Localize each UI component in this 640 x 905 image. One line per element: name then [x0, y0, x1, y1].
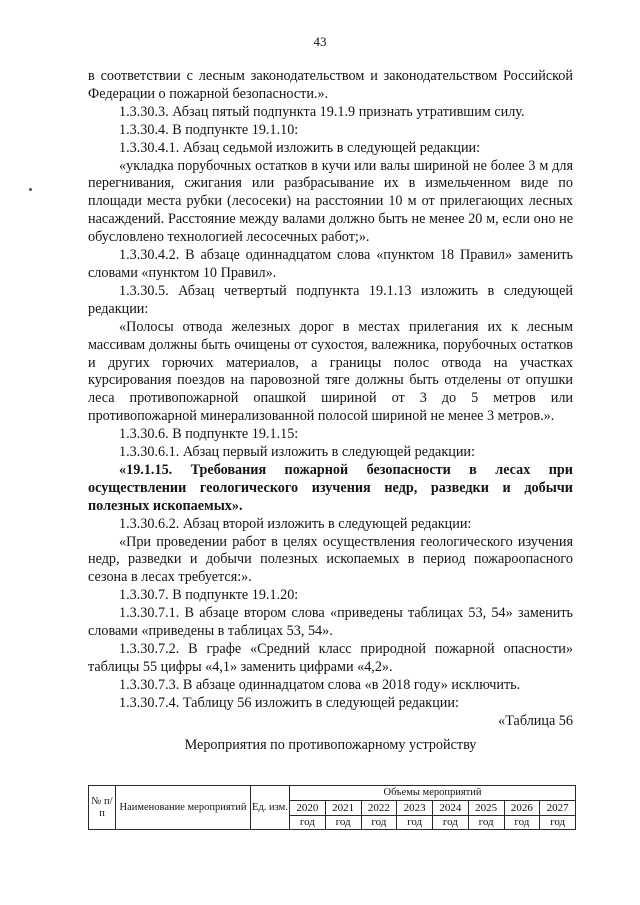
paragraph: 1.3.30.6. В подпункте 19.1.15: [119, 426, 299, 443]
year-cell: 2023 год [397, 801, 433, 830]
paragraph: 1.3.30.6.1. Абзац первый изложить в следующей редакции: [119, 444, 475, 461]
paragraph: 1.3.30.7. В подпункте 19.1.20: [119, 587, 299, 604]
document-body [88, 68, 573, 754]
paragraph: 1.3.30.3. Абзац пятый подпункта 19.1.9 признать утратившим силу. [119, 103, 525, 120]
paragraph: «укладка порубочных остатков в кучи или валы шириной не более 3 м для перегнивания, сжигания или разбрасывание их в измельченном виде по площади места рубки (лесосеки) на расстоянии 10 м от прилегающих лесных насаждений. Расстояние между валами должно быть не менее 20 м, если оно не обусловлено технологией лесосечных работ;». [88, 157, 573, 246]
year-cell: 2020 год [290, 801, 326, 830]
table-label: «Таблица 56 [498, 712, 573, 729]
paragraph: в соответствии с лесным законодательством и законодательством Российской Федерации о пожарной безопасности.». [88, 68, 573, 102]
year-cell: 2025 год [468, 801, 504, 830]
year-cell: 2021 год [325, 801, 361, 830]
header-name: Наименование мероприятий [116, 786, 251, 830]
year-cell: 2027 год [540, 801, 576, 830]
paragraph: «При проведении работ в целях осуществления геологического изучения недр, разведки и добычи полезных ископаемых в период пожароопасного сезона в лесах требуется:». [88, 533, 573, 586]
paragraph: «Полосы отвода железных дорог в местах прилегания их к лесным массивам должны быть очищены от сухостоя, валежника, порубочных остатков и других горючих материалов, а границы полос отвода на участках курсирования поездов на паровозной тяге должны быть отделены от опушки леса противопожарной опашкой шириной от 3 до 5 метров или противопожарной минерализованной полосой шириной не менее 3 метров.». [88, 318, 573, 425]
measures-table [88, 785, 576, 830]
paragraph: 1.3.30.4.2. В абзаце одиннадцатом слова «пунктом 18 Правил» заменить словами «пунктом 10 Правил». [88, 247, 573, 281]
table-caption: Мероприятия по противопожарному устройству [184, 736, 477, 753]
paragraph: 1.3.30.7.3. В абзаце одиннадцатом слова «в 2018 году» исключить. [119, 676, 521, 693]
paragraph: 1.3.30.7.4. Таблицу 56 изложить в следующей редакции: [119, 694, 459, 711]
paragraph: 1.3.30.6.2. Абзац второй изложить в следующей редакции: [119, 515, 472, 532]
header-volumes: Объемы мероприятий [290, 786, 576, 801]
year-cell: 2026 год [504, 801, 540, 830]
paragraph: 1.3.30.7.2. В графе «Средний класс природной пожарной опасности» таблицы 55 цифры «4,1» заменить цифрами «4,2». [88, 641, 573, 675]
header-unit: Ед. изм. [251, 786, 290, 830]
year-cell: 2024 год [433, 801, 469, 830]
year-cell: 2022 год [361, 801, 397, 830]
header-number: № п/п [89, 786, 116, 830]
table-header-row [89, 786, 576, 801]
paragraph: 1.3.30.4. В подпункте 19.1.10: [119, 121, 299, 138]
paragraph: 1.3.30.7.1. В абзаце втором слова «приведены таблицах 53, 54» заменить словами «приведены в таблицах 53, 54». [88, 605, 573, 640]
page-number: 43 [313, 34, 327, 49]
paragraph: 1.3.30.4.1. Абзац седьмой изложить в следующей редакции: [119, 139, 481, 156]
scan-speck [29, 188, 32, 191]
paragraph: 1.3.30.5. Абзац четвертый подпункта 19.1.13 изложить в следующей редакции: [88, 282, 573, 317]
bold-paragraph: «19.1.15. Требования пожарной безопасности в лесах при осуществлении геологического изучения недр, разведки и добычи полезных ископаемых». [88, 461, 573, 514]
